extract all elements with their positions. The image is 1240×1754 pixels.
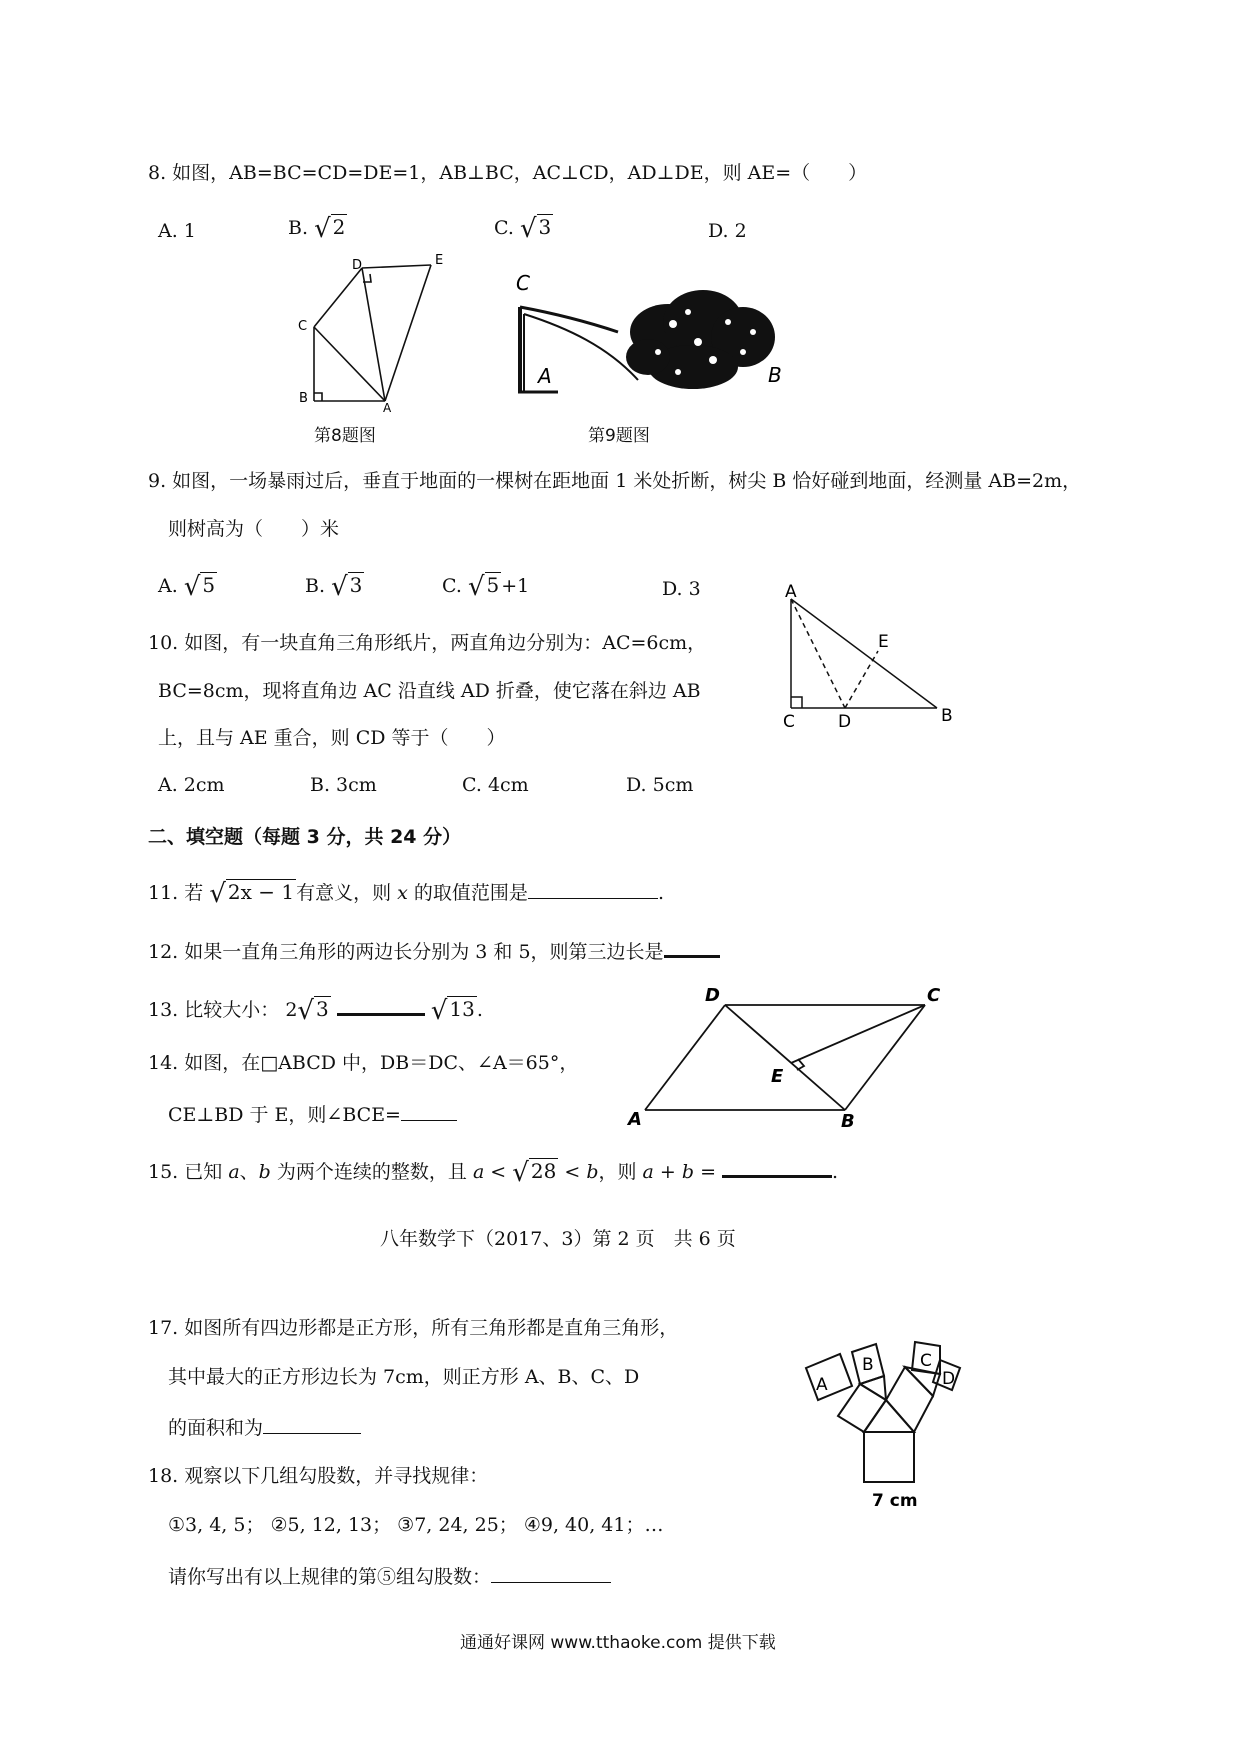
q18-line1: 18. 观察以下几组勾股数，并寻找规律： <box>148 1465 489 1487</box>
q15-answer-blank[interactable] <box>722 1155 832 1178</box>
fig17-label-c: C <box>920 1351 932 1371</box>
fig10-label-e: E <box>878 632 889 652</box>
q10-option-a: A. 2cm <box>158 774 225 796</box>
q18-answer-blank[interactable] <box>491 1562 611 1583</box>
fig8-label-c: C <box>298 319 308 334</box>
fig17-label-a: A <box>816 1375 828 1395</box>
fig10-label-c: C <box>783 712 795 732</box>
fig14-label-c: C <box>927 985 941 1006</box>
q14-line2: CE⊥BD 于 E，则∠BCE= <box>168 1100 457 1128</box>
fig14-label-a: A <box>628 1109 642 1130</box>
q17-line2: 其中最大的正方形边长为 7cm，则正方形 A、B、C、D <box>168 1366 640 1388</box>
fig9-label-b: B <box>768 363 782 387</box>
q18-line2: ①3, 4, 5； ②5, 12, 13； ③7, 24, 25； ④9, 40, 41；… <box>168 1514 664 1536</box>
fig17-label-b: B <box>862 1355 874 1375</box>
fig14-label-e: E <box>771 1066 784 1087</box>
q9-caption: 第9题图 <box>588 426 650 446</box>
fig8-label-d: D <box>352 258 363 273</box>
q17-line1: 17. 如图所有四边形都是正方形，所有三角形都是直角三角形， <box>148 1317 679 1339</box>
q9-option-b: B. √ 3 <box>305 572 363 602</box>
q10-line3: 上，且与 AE 重合，则 CD 等于（ ） <box>158 727 506 749</box>
fig8-label-e: E <box>435 253 444 268</box>
q12-answer-blank[interactable] <box>664 935 720 958</box>
q17-answer-blank[interactable] <box>263 1413 361 1434</box>
q9-stem-line1: 9. 如图，一场暴雨过后，垂直于地面的一棵树在距地面 1 米处折断，树尖 B 恰好碰到地面，经测量 AB=2m， <box>148 470 1082 492</box>
q10-line2: BC=8cm，现将直角边 AC 沿直线 AD 折叠，使它落在斜边 AB <box>158 680 701 702</box>
fig10-label-d: D <box>838 712 852 732</box>
q8-caption: 第8题图 <box>314 426 376 446</box>
fig17-label-d: D <box>942 1369 956 1389</box>
q8-figure <box>290 252 460 415</box>
fig14-label-b: B <box>841 1111 855 1132</box>
fig8-label-a: A <box>383 401 392 415</box>
q8-option-d: D. 2 <box>708 220 747 242</box>
fig10-label-b: B <box>941 706 953 726</box>
q8-stem: 8. 如图，AB=BC=CD=DE=1，AB⊥BC，AC⊥CD，AD⊥DE，则 AE=（ ） <box>148 162 868 184</box>
page-footer: 八年数学下（2017、3）第 2 页 共 6 页 <box>380 1228 736 1250</box>
q11-answer-blank[interactable] <box>528 878 658 899</box>
fig8-label-b: B <box>299 391 308 406</box>
q9-stem-line2: 则树高为（ ）米 <box>168 518 340 540</box>
q18-line3: 请你写出有以上规律的第⑤组勾股数： <box>168 1562 611 1590</box>
q8-option-b: B. √ 2 <box>288 214 346 244</box>
fig17-size-label: 7 cm <box>872 1491 918 1511</box>
fig9-label-c: C <box>516 271 530 295</box>
q10-line1: 10. 如图，有一块直角三角形纸片，两直角边分别为：AC=6cm， <box>148 632 707 654</box>
q9-option-a: A. √ 5 <box>158 572 216 602</box>
q9-option-d: D. 3 <box>662 578 701 600</box>
q10-figure <box>775 582 975 732</box>
q9-option-c: C. √ 5 +1 <box>442 572 530 602</box>
q15: 15. 已知 a、b 为两个连续的整数，且 a < √ 28 < b，则 a + b = . <box>148 1155 838 1186</box>
q9-figure <box>498 262 788 402</box>
fig14-label-d: D <box>705 985 720 1006</box>
fig9-label-a: A <box>538 364 552 388</box>
q14-figure <box>625 985 955 1130</box>
q10-option-c: C. 4cm <box>462 774 529 796</box>
q8-option-a: A. 1 <box>158 220 196 242</box>
q10-option-b: B. 3cm <box>310 774 377 796</box>
q14-answer-blank[interactable] <box>401 1100 457 1121</box>
site-footer: 通通好课网 www.tthaoke.com 提供下载 <box>460 1633 776 1653</box>
q17-figure <box>800 1320 980 1520</box>
section-fill-in-title: 二、填空题（每题 3 分，共 24 分） <box>148 826 462 848</box>
q12: 12. 如果一直角三角形的两边长分别为 3 和 5，则第三边长是 <box>148 935 720 965</box>
q8-option-c: C. √ 3 <box>494 214 552 244</box>
q10-option-d: D. 5cm <box>626 774 694 796</box>
q13-answer-blank[interactable] <box>337 993 425 1016</box>
q17-line3: 的面积和为 <box>168 1413 361 1441</box>
q11: 11. 若 √ 2x − 1 有意义，则 x 的取值范围是 . <box>148 879 664 909</box>
q14-line1: 14. 如图，在□ABCD 中，DB＝DC、∠A＝65°， <box>148 1052 579 1074</box>
q13: 13. 比较大小： 2√ 3 √ 13 . <box>148 993 483 1024</box>
fig10-label-a: A <box>785 582 797 602</box>
